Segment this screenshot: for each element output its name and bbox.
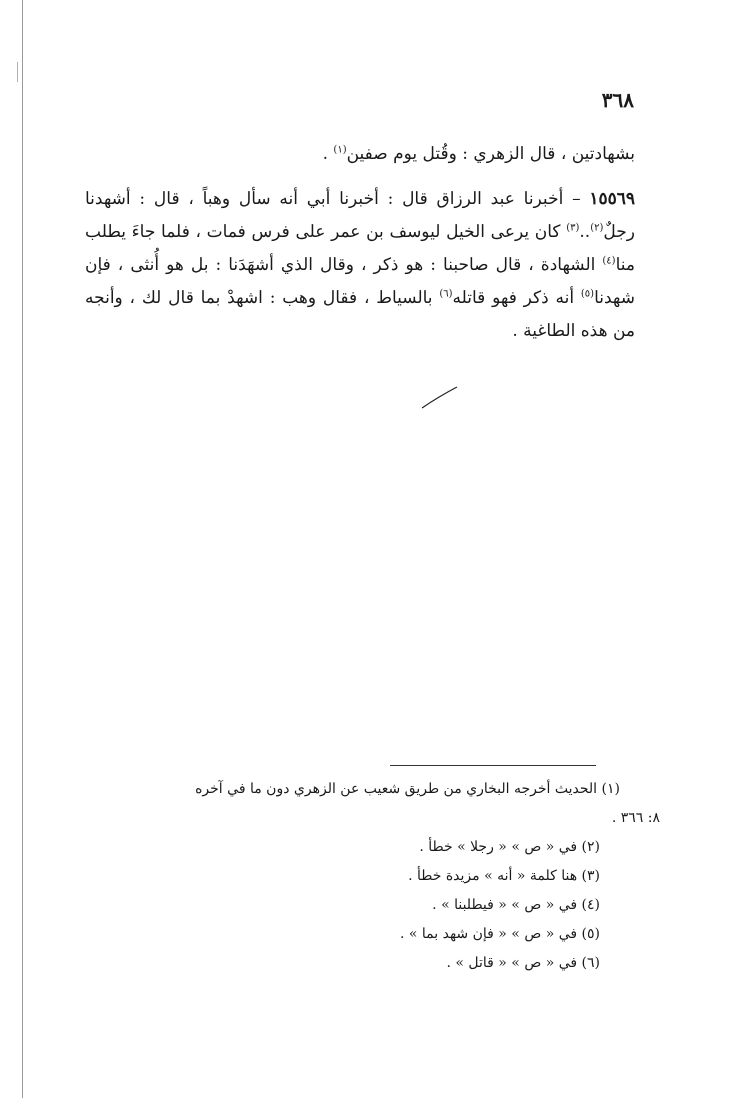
footnote-ref-5: (٥): [580, 288, 595, 300]
footnote-5: (٥) في « ص » « فإن شهد بما » .: [400, 926, 600, 942]
pen-stroke-mark: [420, 385, 460, 411]
footnote-divider: [390, 765, 596, 766]
footnote-6: (٦) في « ص » « قاتل » .: [446, 955, 600, 971]
footnote-4: (٤) في « ص » « فيطلبنا » .: [432, 897, 600, 913]
footnote-2: (٢) في « ص » « رجلا » خطأ .: [419, 839, 600, 855]
main-text: [85, 138, 635, 348]
footnote-ref-3: (٣): [566, 222, 580, 234]
paragraph-1: بشهادتين ، قال الزهري : وقُتل يوم صفين$^{(١)}$ .: [322, 144, 635, 164]
entry-number: ١٥٥٦٩: [589, 189, 635, 209]
footnote-1-continuation: ٨: ٣٦٦ .: [611, 810, 660, 826]
footnote-1: (١) الحديث أخرجه البخاري من طريق شعيب عن الزهري دون ما في آخره: [195, 781, 620, 797]
footnotes: [75, 775, 660, 978]
footnote-ref-4: (٤): [602, 255, 616, 267]
footnote-ref-1: (١): [333, 144, 347, 156]
page-number: ٣٦٨: [601, 88, 634, 112]
page-gutter-line: [22, 0, 23, 1098]
paragraph-2: ١٥٥٦٩ – أخبرنا عبد الرزاق قال : أخبرنا أبي أنه سأل وهباً ، قال : أشهدنا رجلٌ$^{(٢)}$..$^{(٣)}$ كان يرعى الخيل ليوسف بن عمر على فرس فمات ، فلما جاءَ يطلب منا$^{(٤)}$ الشهادة ، قال صاحبنا : هو ذكر ، وقال الذي أشهَدَنا : بل هو أُنثى ، فإن شهدنا$^{(٥)}$ أنه ذكر فهو قاتله$^{(٦)}$ بالسياط ، فقال وهب : اشهدْ بما قال لك ، وأنجه من هذه الطاغية .: [85, 189, 635, 341]
page-gutter-mark: [17, 62, 18, 82]
footnote-ref-2: (٢): [590, 222, 604, 234]
footnote-3: (٣) هنا كلمة « أنه » مزيدة خطأ .: [408, 868, 600, 884]
footnote-ref-6: (٦): [439, 288, 453, 300]
